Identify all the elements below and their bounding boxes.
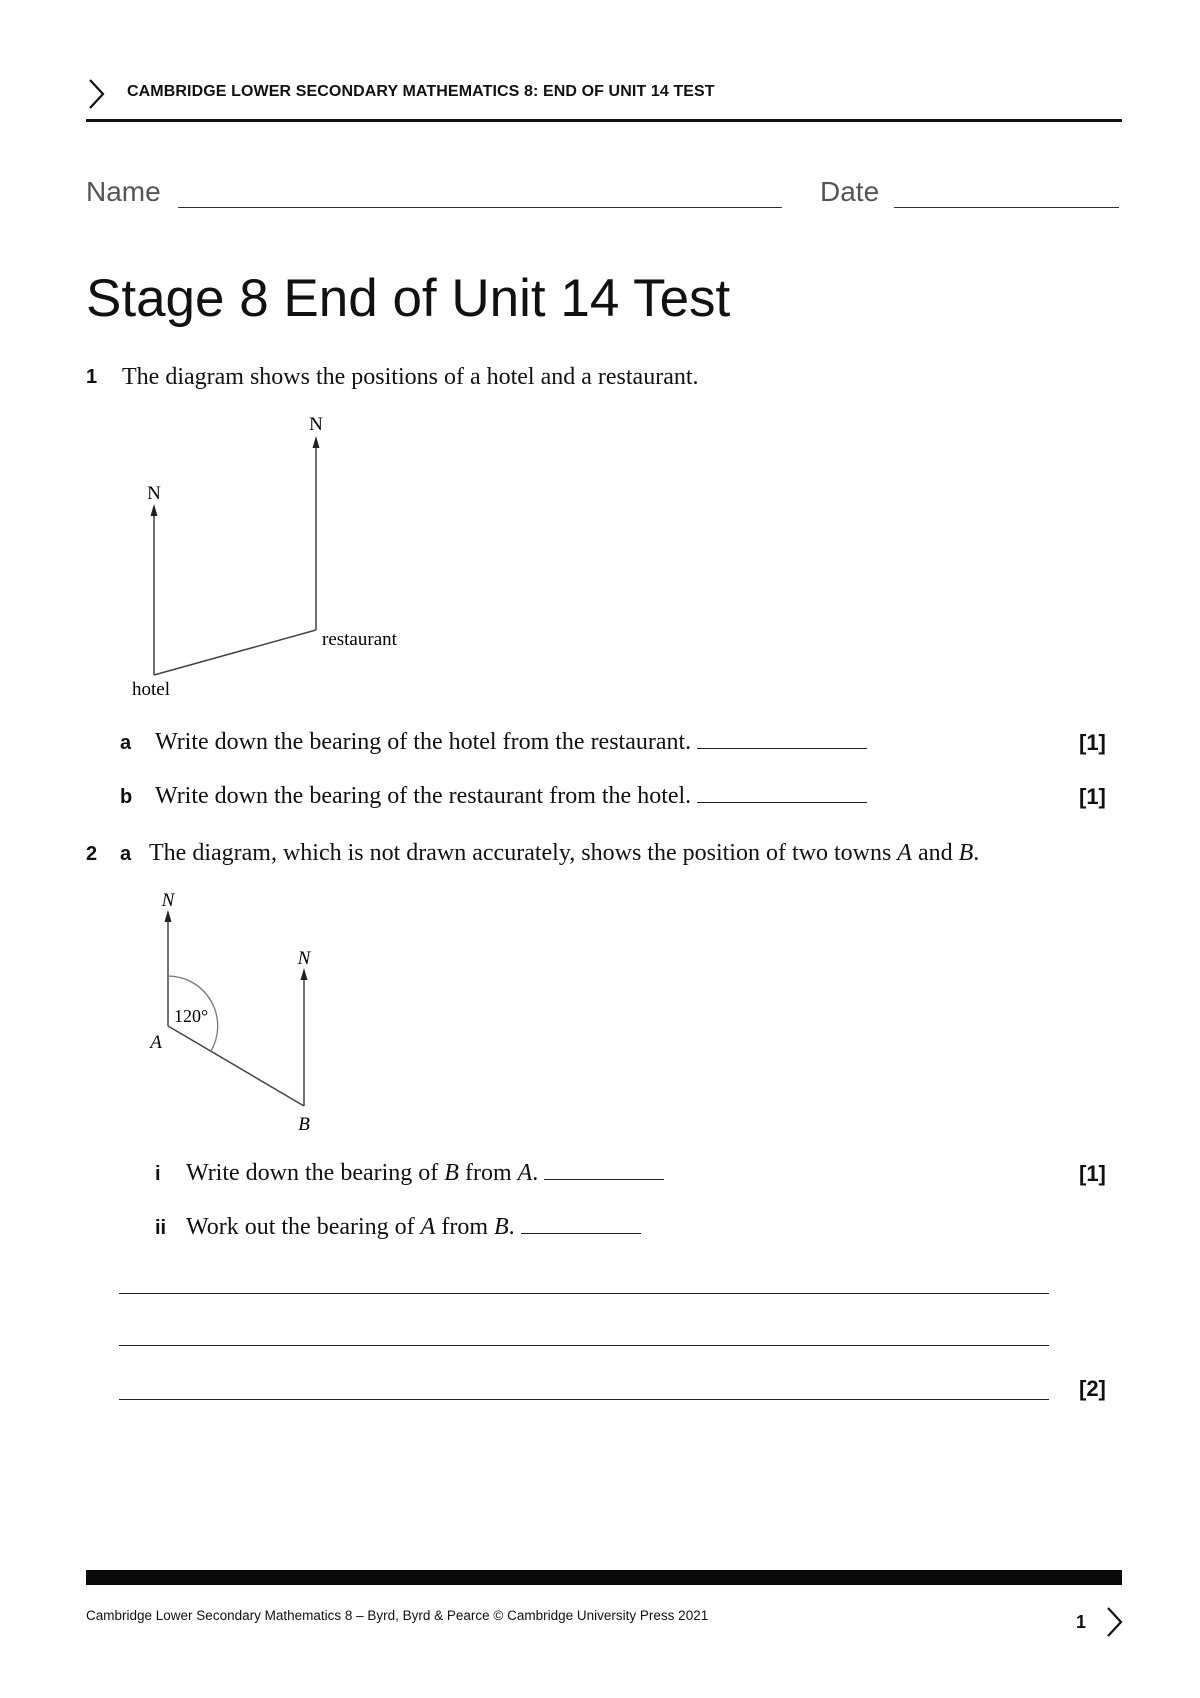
question-2a-letter: a	[120, 843, 132, 865]
question-2a-text-end: .	[973, 840, 980, 866]
chevron-right-icon	[86, 76, 108, 112]
hotel-restaurant-line	[154, 630, 316, 675]
question-2aii-answer-field[interactable]	[521, 1233, 641, 1234]
question-2aii-text-start: Work out the bearing of	[186, 1214, 421, 1240]
north-arrow-restaurant-icon	[313, 436, 320, 448]
town-a-label: A	[897, 840, 912, 866]
question-1b-mark: [1]	[1079, 784, 1106, 809]
towns-bearing-diagram	[140, 888, 340, 1138]
question-1b-text	[155, 783, 867, 810]
north-arrow-b-icon	[301, 968, 308, 980]
working-line-2[interactable]	[119, 1345, 1049, 1346]
question-2a-text-and: and	[911, 840, 959, 866]
point-a-label: A	[150, 1032, 162, 1053]
question-1-number: 1	[86, 366, 98, 388]
working-line-3[interactable]	[119, 1399, 1049, 1400]
question-2aii-text	[186, 1214, 641, 1241]
question-1a-prompt: Write down the bearing of the hotel from the restaurant.	[155, 729, 692, 755]
question-1b-prompt: Write down the bearing of the restaurant from the hotel.	[155, 783, 692, 809]
hotel-label: hotel	[132, 679, 170, 700]
page-title: Stage 8 End of Unit 14 Test	[86, 269, 731, 328]
working-line-1[interactable]	[119, 1293, 1049, 1294]
hotel-restaurant-diagram	[120, 410, 440, 710]
question-2a-text-start: The diagram, which is not drawn accurately, shows the position of two towns	[149, 840, 898, 866]
header-title: CAMBRIDGE LOWER SECONDARY MATHEMATICS 8: END OF UNIT 14 TEST	[127, 83, 715, 100]
question-2ai-answer-field[interactable]	[544, 1179, 664, 1180]
question-2a-text	[149, 840, 979, 867]
north-label-a: N	[161, 890, 175, 911]
name-label: Name	[86, 176, 161, 207]
question-1a-mark: [1]	[1079, 730, 1106, 755]
question-2aii-var-a: A	[420, 1214, 436, 1240]
date-field[interactable]	[894, 207, 1119, 208]
question-2aii-text-mid: from	[435, 1214, 494, 1240]
point-b-label: B	[298, 1114, 310, 1135]
north-label-restaurant: N	[309, 414, 323, 435]
question-2aii-mark: [2]	[1079, 1376, 1106, 1401]
question-2aii-text-end: .	[508, 1214, 515, 1240]
page-number: 1	[1076, 1612, 1087, 1632]
question-2ai-mark: [1]	[1079, 1161, 1106, 1186]
footer-bar	[86, 1570, 1122, 1585]
question-2ai-var-b: B	[444, 1160, 459, 1186]
restaurant-label: restaurant	[322, 629, 397, 650]
question-1a-text	[155, 729, 867, 756]
question-2ai-var-a: A	[517, 1160, 533, 1186]
a-to-b-line	[168, 1026, 304, 1106]
angle-label: 120°	[174, 1006, 209, 1026]
header-divider	[86, 119, 1122, 122]
question-2ai-text	[186, 1160, 664, 1187]
question-1a-letter: a	[120, 732, 132, 754]
date-label: Date	[820, 176, 880, 207]
question-1b-letter: b	[120, 786, 133, 808]
town-b-label: B	[958, 840, 974, 866]
question-2ai-text-end: .	[532, 1160, 539, 1186]
question-2aii-var-b: B	[494, 1214, 509, 1240]
question-2aii-numeral: ii	[155, 1217, 167, 1239]
footer-copyright: Cambridge Lower Secondary Mathematics 8 – Byrd, Byrd & Pearce © Cambridge University Press 2021	[86, 1608, 709, 1623]
question-1a-answer-field[interactable]	[697, 748, 867, 749]
question-2ai-text-mid: from	[458, 1160, 518, 1186]
name-field[interactable]	[178, 207, 782, 208]
north-label-b: N	[297, 948, 311, 969]
north-arrow-a-icon	[165, 910, 172, 922]
question-1b-answer-field[interactable]	[697, 802, 867, 803]
chevron-right-icon	[1104, 1604, 1126, 1640]
north-arrow-hotel-icon	[151, 504, 158, 516]
question-1-text: The diagram shows the positions of a hotel and a restaurant.	[122, 364, 699, 390]
question-2ai-text-start: Write down the bearing of	[186, 1160, 445, 1186]
north-label-hotel: N	[147, 483, 161, 504]
question-2-number: 2	[86, 843, 98, 865]
question-2ai-numeral: i	[155, 1163, 161, 1185]
